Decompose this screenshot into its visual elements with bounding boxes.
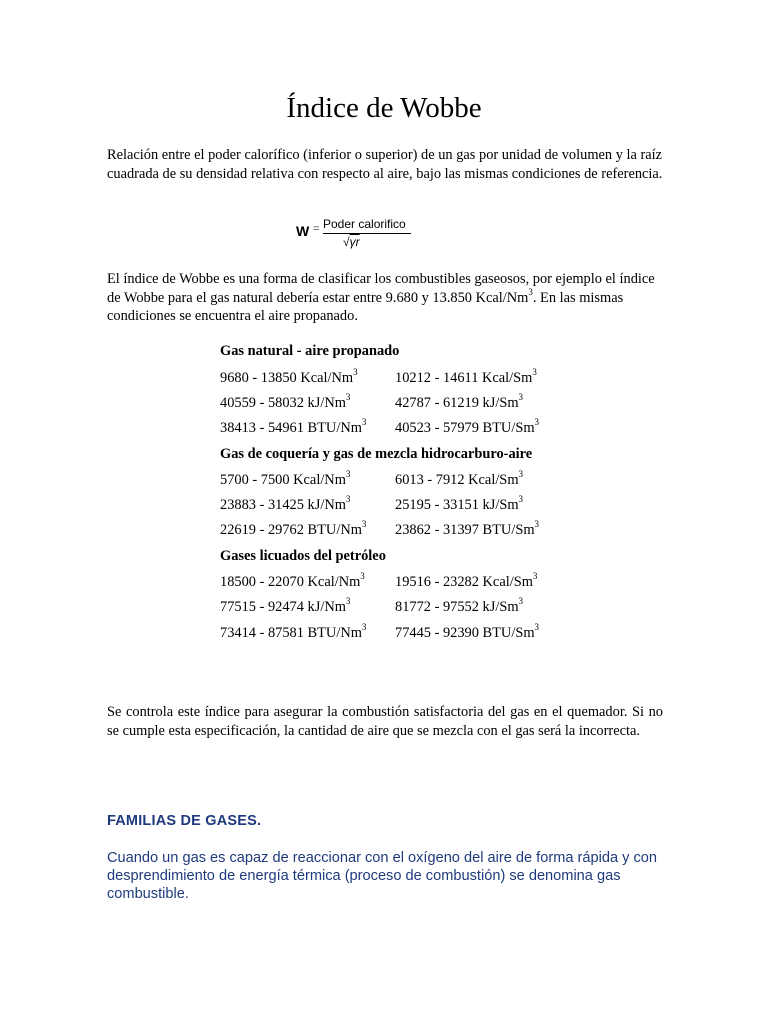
range-cell: 19516 - 23282 Kcal/Sm$^3$ [395,571,538,590]
range-cell: 77445 - 92390 BTU/Sm$^3$ [395,622,540,641]
range-cell: 77515 - 92474 kJ/Nm$^3$ [220,596,351,615]
formula-density: γr [349,235,360,249]
range-cell: 10212 - 14611 Kcal/Sm$^3$ [395,367,537,386]
sqrt-icon: √ [343,235,350,249]
range-cell: 22619 - 29762 BTU/Nm$^3$ [220,519,367,538]
range-cell: 73414 - 87581 BTU/Nm$^3$ [220,622,367,641]
formula-numerator: Poder calorifico [323,217,406,231]
fraction-bar [323,233,411,234]
range-cell: 25195 - 33151 kJ/Sm$^3$ [395,494,524,513]
section-paragraph: Cuando un gas es capaz de reaccionar con el oxígeno del aire de forma rápida y con desprendimiento de energía térmica (proceso de combustión) se denomina gas combustible. [107,850,658,902]
range-cell: 9680 - 13850 Kcal/Nm$^3$ [220,367,358,386]
range-cell: 23883 - 31425 kJ/Nm$^3$ [220,494,351,513]
range-cell: 40523 - 57979 BTU/Sm$^3$ [395,417,540,436]
range-cell: 42787 - 61219 kJ/Sm$^3$ [395,392,524,411]
group-heading: Gases licuados del petróleo [220,548,386,564]
range-cell: 6013 - 7912 Kcal/Sm$^3$ [395,469,524,488]
classification-paragraph [107,270,663,326]
range-cell: 23862 - 31397 BTU/Sm$^3$ [395,519,540,538]
classification-text: El índice de Wobbe es una forma de clasificar los combustibles gaseosos, por ejemplo el índice de Wobbe para el gas natural debería estar entre 9.680 y 13.850 Kcal/Nm [107,271,655,306]
control-paragraph: Se controla este índice para asegurar la combustión satisfactoria del gas en el quemador. Si no se cumple esta especificación, la cantidad de aire que se mezcla con el gas será la incorrecta. [107,704,663,739]
formula-equals: = [313,223,320,235]
range-cell: 5700 - 7500 Kcal/Nm$^3$ [220,469,351,488]
group-heading: Gas de coquería y gas de mezcla hidrocarburo-aire [220,446,533,462]
range-cell: 18500 - 22070 Kcal/Nm$^3$ [220,571,365,590]
formula-lhs: W [296,223,310,239]
classification-sup: 3 [528,286,533,297]
range-cell: 40559 - 58032 kJ/Nm$^3$ [220,392,351,411]
group-heading: Gas natural - aire propanado [220,343,400,359]
range-cell: 81772 - 97552 kJ/Sm$^3$ [395,596,524,615]
formula-denominator [343,235,360,249]
definition-paragraph: Relación entre el poder calorífico (inferior o superior) de un gas por unidad de volumen y la raíz cuadrada de su densidad relativa con respecto al aire, bajo las mismas condiciones de referencia. [107,147,663,182]
range-cell: 38413 - 54961 BTU/Nm$^3$ [220,417,367,436]
classification-text-end: . En las mismas condiciones se encuentra el aire propanado. [107,289,624,324]
section-title: FAMILIAS DE GASES. [107,813,262,829]
page-title: Índice de Wobbe [286,92,482,124]
wobbe-formula [296,214,416,254]
